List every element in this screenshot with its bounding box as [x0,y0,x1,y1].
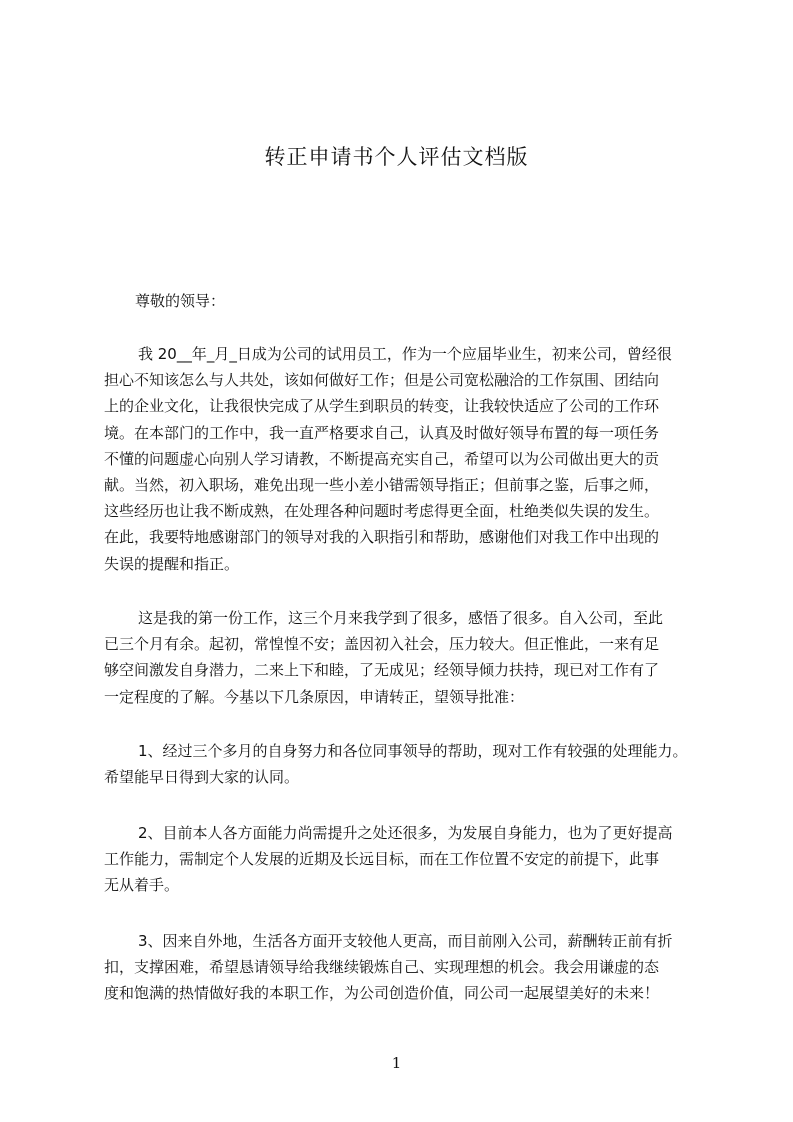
paragraph-line: 2、目前本人各方面能力尚需提升之处还很多，为发展自身能力，也为了更好提高 [138,824,673,842]
paragraph-line: 扣，支撑困难，希望恳请领导给我继续锻炼自己、实现理想的机会。我会用谦虚的态 [104,958,660,977]
paragraph-line: 够空间激发自身潜力，二来上下和睦，了无成见；经领导倾力扶持，现已对工作有了 [104,661,660,680]
paragraph-line: 无从着手。 [104,876,180,895]
paragraph-first-job [104,605,700,710]
paragraph-line: 希望能早日得到大家的认同。 [104,768,300,787]
paragraph-line: 境。在本部门的工作中，我一直严格要求自己，认真及时做好领导布置的每一项任务 [104,423,660,442]
paragraph-line: 我 20__年_月_日成为公司的试用员工，作为一个应届毕业生，初来公司，曾经很 [138,345,672,363]
paragraph-line: 1、经过三个多月的自身努力和各位同事领导的帮助，现对工作有较强的处理能力。 [138,742,688,760]
paragraph-line: 已三个月有余。起初，常惶惶不安；盖因初入社会，压力较大。但正惟此，一来有足 [104,635,660,654]
paragraph-line: 一定程度的了解。今基以下几条原因，申请转正，望领导批准： [104,687,525,706]
paragraph-line: 在此，我要特地感谢部门的领导对我的入职指引和帮助，感谢他们对我工作中出现的 [104,528,660,547]
paragraph-line: 担心不知该怎么与人共处，该如何做好工作；但是公司宽松融洽的工作氛围、团结向 [104,371,660,390]
paragraph-line: 度和饱满的热情做好我的本职工作，为公司创造价值，同公司一起展望美好的未来！ [104,984,660,1003]
salutation: 尊敬的领导： [135,292,226,310]
page-number: 1 [391,1054,402,1072]
paragraph-line: 这些经历也让我不断成熟，在处理各种问题时考虑得更全面，杜绝类似失误的发生。 [104,502,660,521]
paragraph-reason-3 [104,928,700,1007]
paragraph-line: 不懂的问题虚心向别人学习请教，不断提高充实自己，希望可以为公司做出更大的贡 [104,449,660,468]
paragraph-line: 这是我的第一份工作，这三个月来我学到了很多，感悟了很多。自入公司，至此 [138,609,664,627]
paragraph-line: 失误的提醒和指正。 [104,554,240,573]
document-title: 转正申请书个人评估文档版 [264,145,529,169]
paragraph-line: 献。当然，初入职场，难免出现一些小差小错需领导指正；但前事之鉴，后事之师， [104,475,660,494]
paragraph-intro [104,341,700,577]
paragraph-line: 工作能力，需制定个人发展的近期及长远目标，而在工作位置不安定的前提下，此事 [104,850,660,869]
paragraph-line: 上的企业文化，让我很快完成了从学生到职员的转变，让我较快适应了公司的工作环 [104,397,660,416]
paragraph-line: 3、因来自外地，生活各方面开支较他人更高，而目前刚入公司，薪酬转正前有折 [138,932,673,950]
paragraph-reason-1 [104,738,700,790]
paragraph-reason-2 [104,820,700,899]
